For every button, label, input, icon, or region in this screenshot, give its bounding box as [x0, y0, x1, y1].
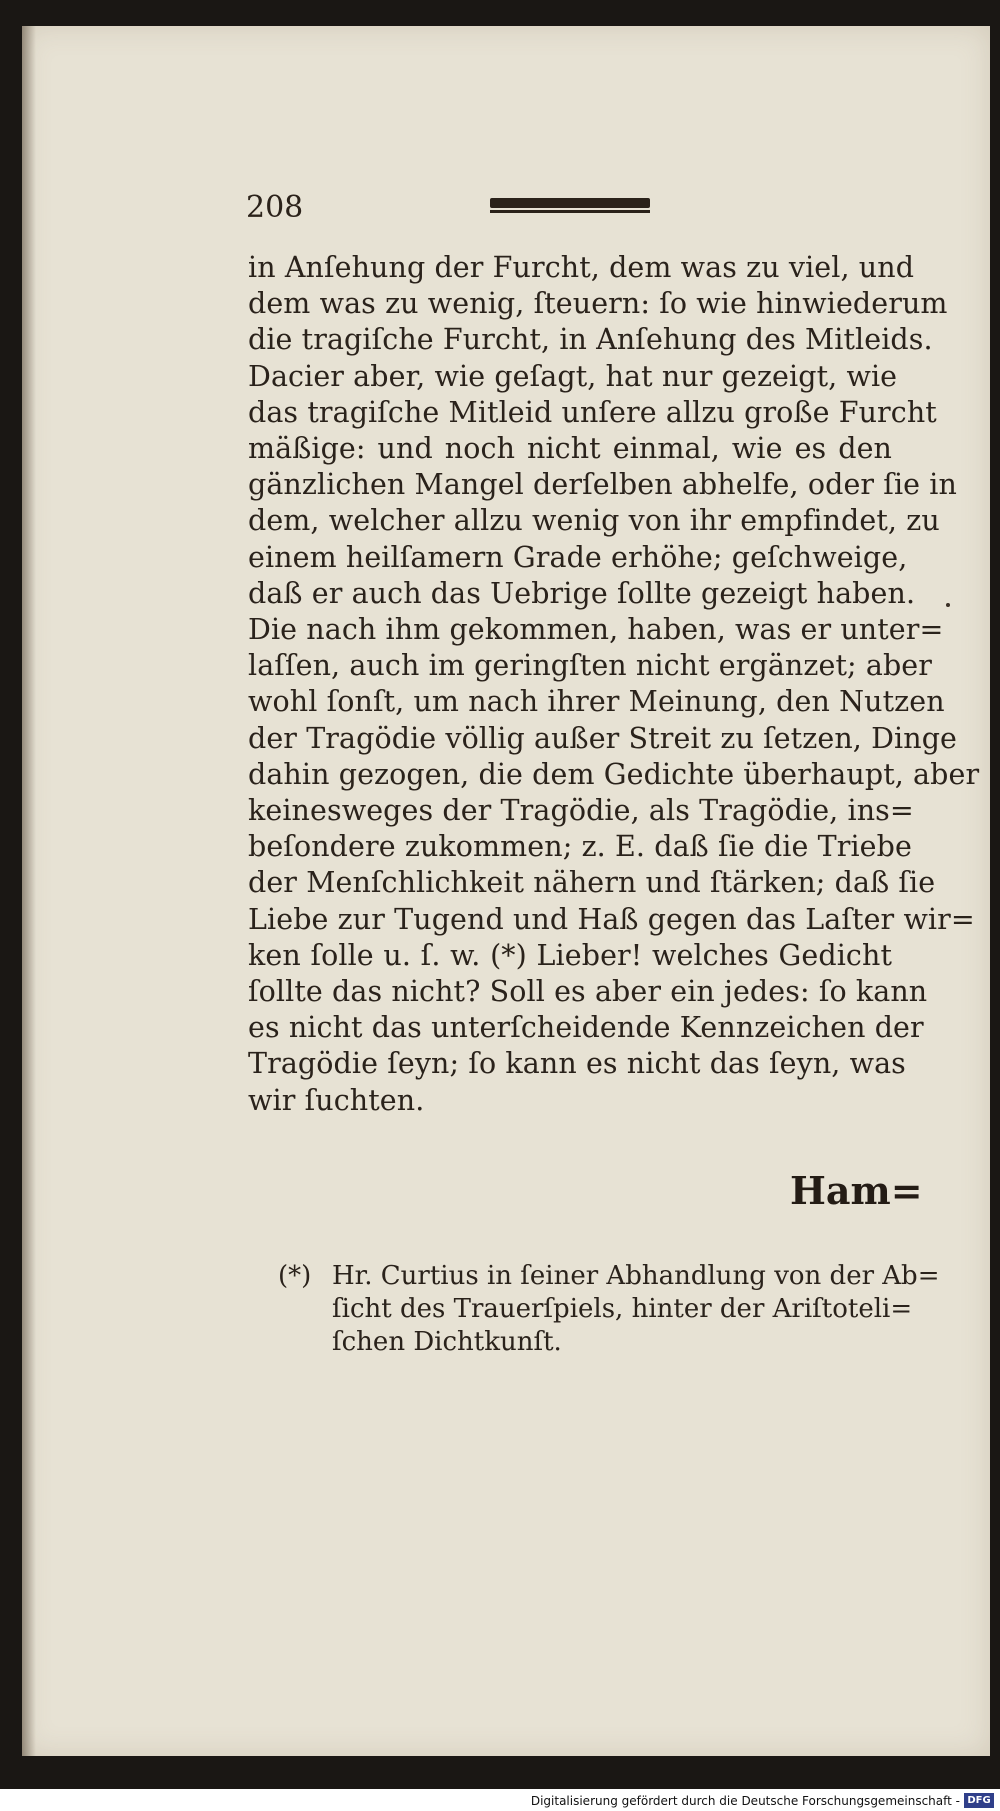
text-line: der Tragödie völlig außer Streit zu ſetzen, Dinge	[248, 721, 958, 755]
gutter-shadow	[22, 26, 36, 1756]
text-line: das tragiſche Mitleid unſere allzu große Furcht	[248, 395, 937, 429]
text-line: Dacier aber, wie geſagt, hat nur gezeigt, wie	[248, 359, 898, 393]
text-line: einem heilſamern Grade erhöhe; geſchweige,	[248, 540, 908, 574]
footnote	[278, 1260, 940, 1359]
footnote-line: ſchen Dichtkunſt.	[332, 1327, 562, 1357]
paper-speck	[946, 603, 950, 607]
text-line: dahin gezogen, die dem Gedichte überhaupt, aber	[248, 757, 980, 791]
page-number: 208	[246, 190, 304, 225]
footer-credit: Digitalisierung gefördert durch die Deutsche Forschungsgemeinschaft -	[530, 1794, 960, 1808]
text-line: Tragödie ſeyn; ſo kann es nicht das ſeyn, was	[248, 1047, 906, 1081]
text-line: Die nach ihm gekommen, haben, was er unter=	[248, 613, 944, 647]
text-line: Liebe zur Tugend und Haß gegen das Laſter wir=	[248, 902, 975, 936]
text-line: ken ſolle u. ſ. w. (*) Lieber! welches Gedicht	[248, 938, 892, 972]
text-line: dem, welcher allzu wenig von ihr empfindet, zu	[248, 504, 940, 538]
dfg-logo: DFG	[964, 1793, 994, 1808]
footnote-marker: (*)	[278, 1261, 312, 1291]
text-line: wir ſuchten.	[248, 1083, 425, 1117]
text-line: ſollte das nicht? Soll es aber ein jedes: ſo kann	[248, 975, 928, 1009]
text-line: die tragiſche Furcht, in Anſehung des Mitleids.	[248, 323, 933, 357]
header-ornament	[490, 198, 650, 208]
footer-bar	[0, 1789, 1000, 1811]
footnote-line: Hr. Curtius in ſeiner Abhandlung von der Ab=	[332, 1261, 940, 1291]
footnote-line: ſicht des Trauerſpiels, hinter der Ariſtoteli=	[332, 1294, 913, 1324]
text-line: beſondere zukommen; z. E. daß ſie die Triebe	[248, 830, 912, 864]
text-line: keinesweges der Tragödie, als Tragödie, ins=	[248, 794, 914, 828]
catchword: Ham=	[790, 1168, 923, 1213]
text-line: dem was zu wenig, ſteuern: ſo wie hinwiederum	[248, 287, 948, 321]
text-line: laſſen, auch im geringſten nicht ergänzet; aber	[248, 649, 932, 683]
text-line: es nicht das unterſcheidende Kennzeichen der	[248, 1011, 924, 1045]
text-line: der Menſchlichkeit nähern und ſtärken; daß ſie	[248, 866, 936, 900]
text-line: daß er auch das Uebrige ſollte gezeigt haben.	[248, 576, 916, 610]
text-line: wohl ſonſt, um nach ihrer Meinung, den Nutzen	[248, 685, 945, 719]
text-line: mäßige: und noch nicht einmal, wie es den	[248, 432, 892, 466]
text-line: in Anſehung der Furcht, dem was zu viel, und	[248, 251, 915, 284]
text-line: gänzlichen Mangel derſelben abhelfe, oder ſie in	[248, 468, 957, 502]
body-text	[248, 250, 980, 1119]
